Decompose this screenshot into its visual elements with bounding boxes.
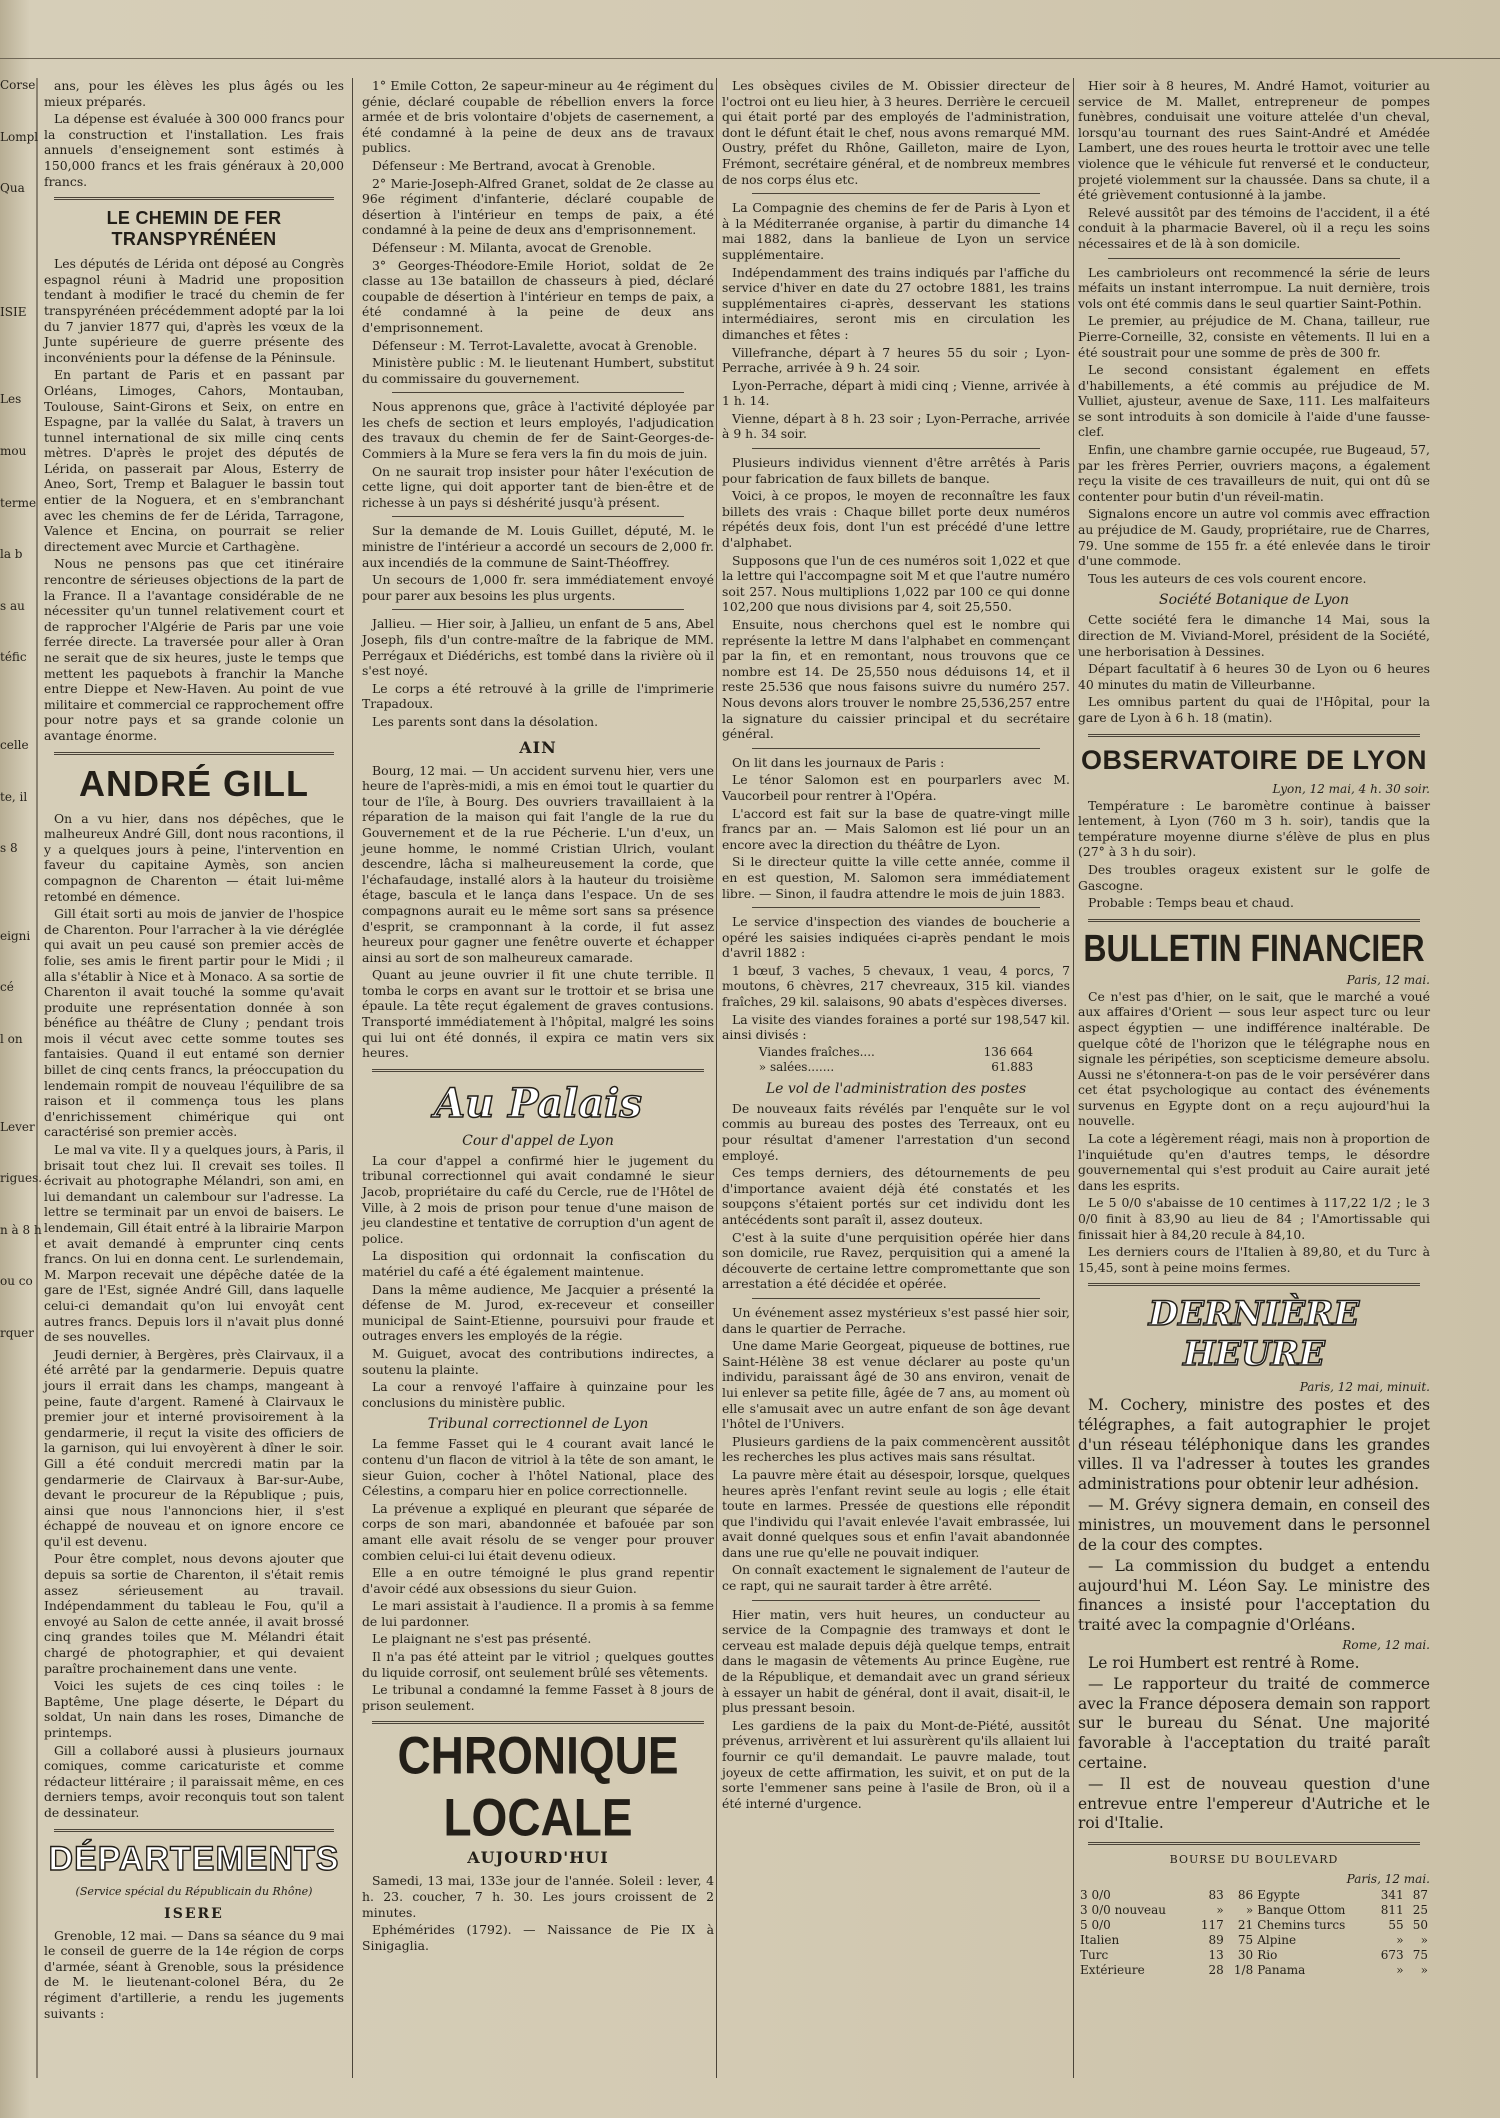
divider [392,392,684,393]
edge-fragment: s au [0,598,25,613]
paragraph: Des troubles orageux existent sur le golfe de Gascogne. [1078,861,1430,893]
paragraph: Bourg, 12 mai. — Un accident survenu hier, vers une heure de l'après-midi, a mis en émoi tout le quartier du tour de l'île, à Bourg. Des ouvriers travaillaient à la réparation de la maison qui fait l'angle de la rue du Gouvernement et de la rue Pécherie. L'un d'eux, un jeune homme, le nommé Cristian Ulrich, voulant descendre, lâcha si malheureusement la corde, que l'échafaudage, installé alors à la hauteur du troisième étage, bascula et le lança dans l'espace. Un de ses compagnons aurait eu le même sort sans sa présence d'esprit, se cramponnant à la corde, il fut assez heureux pour gagner une fenêtre ouverte et échapper ainsi au sort de son malheureux camarade. [362,762,714,965]
jugements-article [362,78,714,386]
chemin-article [44,256,344,743]
paragraph: Le corps a été retrouvé à la grille de l'imprimerie Trapadoux. [362,680,714,712]
observatoire-heading: OBSERVATOIRE DE LYON [1080,744,1428,775]
paragraph: Température : Le baromètre continue à baisser lentement, à Lyon (760 m 3 h. soir), tandis que la température moyenne diurne s'élève de plus en plus (27° à 3 h du soir). [1078,797,1430,860]
vol-article [722,1101,1070,1292]
tribunal-heading: Tribunal correctionnel de Lyon [427,1416,649,1433]
derniere-heure-date: Paris, 12 mai, minuit. [1299,1380,1430,1395]
paragraph: — Le rapporteur du traité de commerce avec la France déposera demain son rapport sur le bureau du Sénat. Une majorité favorable à l'acceptation du traité paraît certaine. [1078,1675,1430,1772]
table-cell: 87 [1412,1887,1428,1902]
table-cell: Egypte [1257,1887,1301,1902]
table-cell: Viandes fraîches.... [758,1044,875,1059]
paragraph: La dépense est évaluée à 300 000 francs pour la construction et l'installation. Les frais annuels d'enseignement sont estimés à 150,000 francs et les frais généraux à 20,000 francs. [44,111,344,189]
cambrioleurs-article [1078,265,1430,587]
eugene-article [722,1607,1070,1812]
table-cell: 86 [1237,1887,1254,1902]
table-cell: Extérieure [1080,1962,1145,1977]
paragraph: Les omnibus partent du quai de l'Hôpital, pour la gare de Lyon à 6 h. 18 (matin). [1078,694,1430,725]
paragraph: Vienne, départ à 8 h. 23 soir ; Lyon-Perrache, arrivée à 9 h. 34 soir. [722,410,1070,442]
paragraph: Une dame Marie Georgeat, piqueuse de bottines, rue Saint-Hélène 38 est venue déclarer au poste qu'un individu, paraissant âgé de 30 ans environ, venait de lui enlever sa petite fille, âgée de 7 ans, au moment où elle s'amusait avec un autre enfant de son âge devant l'hôtel de l'Univers. [722,1338,1070,1432]
paragraph: 3° Georges-Théodore-Emile Horiot, soldat de 2e classe au 13e bataillon de chasseurs à pied, déclaré coupable de désertion à l'intérieur en temps de paix, a été condamné à la peine de deux ans d'emprisonnement. [362,257,714,335]
table-cell: Banque Ottom [1257,1902,1346,1917]
edge-fragment: Les [0,392,22,407]
paragraph: Un secours de 1,000 fr. sera immédiatement envoyé pour parer aux besoins les plus urgents. [362,572,714,603]
gill-heading: ANDRÉ GILL [79,762,309,804]
column-rule [1073,78,1074,2078]
paragraph: Le mari assistait à l'audience. Il a promis à sa femme de lui pardonner. [362,1598,714,1629]
obsissier-article [722,78,1070,187]
paragraph: Le tribunal a condamné la femme Fasset à 8 jours de prison seulement. [362,1682,714,1713]
on-lit-line: On lit dans les journaux de Paris : [732,754,945,770]
paragraph: Plusieurs individus viennent d'être arrêtés à Paris pour fabrication de faux billets de banque. [722,455,1070,486]
paragraph: Hier soir à 8 heures, M. André Hamot, voiturier au service de M. Mallet, entrepreneur de pompes funèbres, conduisait une voiture attelée d'un cheval, lorsqu'au tournant des rues Saint-André et Amédée Lambert, une des roues heurta le trottoir avec une telle violence que le véhicule fut renversé et le conducteur, projeté violemment sur la chaussée. Dans sa chute, il a été grièvement contusionné à la jambe. [1078,78,1430,203]
bulletin-date: Paris, 12 mai. [1346,972,1430,987]
table-cell: 75 [1412,1947,1428,1962]
paragraph: Les gardiens de la paix du Mont-de-Piété, aussitôt prévenus, arrivèrent et lui assurèrent qu'ils allaient lui fournir ce qu'il demandait. Le pauvre malade, tout joyeux de cette affirmation, les suivit, et on put de la sorte l'emmener sans peine à l'asile de Bron, où il a été interné d'urgence. [722,1717,1070,1811]
hamot-article [1078,78,1430,252]
paragraph: La cour d'appel a confirmé hier le jugement du tribunal correctionnel qui avait condamné le sieur Jacob, propriétaire du café du Cercle, rue de l'Hôtel de Ville, à 2 mois de prison pour tenue d'une maison de jeu clandestine et tentative de corruption d'un agent de police. [362,1152,714,1246]
table-cell: 21 [1237,1917,1254,1932]
paragraph: La cour a renvoyé l'affaire à quinzaine pour les conclusions du ministère public. [362,1379,714,1410]
departements-subtitle: (Service spécial du Républicain du Rhône) [75,1884,313,1898]
salomon-article [722,772,1070,901]
paragraph: 1 bœuf, 3 vaches, 5 chevaux, 1 veau, 4 porcs, 7 moutons, 6 chèvres, 217 chevreaux, 315 kil. viandes fraîches, 29 kil. salaisons, 90 abats d'espèces diverses. [722,962,1070,1010]
aujourdhui-heading: AUJOURD'HUI [467,1848,609,1868]
paragraph: Relevé aussitôt par des témoins de l'accident, il a été conduit à la pharmacie Baverel, où il a reçu les soins nécessaires et de là à son domicile. [1078,204,1430,251]
table-row [757,1045,1035,1060]
divider [752,448,1040,449]
table-cell: 5 0/0 [1080,1917,1111,1932]
ain-heading: AIN [519,737,557,757]
paragraph: 1° Emile Cotton, 2e sapeur-mineur au 4e régiment du génie, déclaré coupable de rébellion envers la force armée et de bris volontaire d'objets de casernement, a été condamné à la peine de deux ans de travaux publics. [362,78,714,156]
edge-fragment: te, il [0,789,28,804]
column-rule [716,78,717,2078]
guillet-article [362,523,714,603]
table-cell: » [1420,1932,1428,1947]
divider [372,1069,704,1072]
bourse-heading: BOURSE DU BOULEVARD [1169,1852,1339,1866]
table-cell: Rio [1257,1947,1278,1962]
divider [392,516,684,517]
divider [752,748,1040,749]
edge-fragment: l on [0,1031,23,1046]
table-row [1078,1963,1430,1978]
edge-fragment: Corse [0,78,36,92]
derniere-heure-heading: DERNIÈRE HEURE [1148,1294,1360,1375]
intro-article [44,78,344,189]
derniere-heure-article [1078,1396,1430,1635]
paragraph: Le ténor Salomon est en pourparlers avec M. Vaucorbeil pour rentrer à l'Opéra. [722,772,1070,803]
divider [752,193,1040,194]
paragraph: Défenseur : M. Terrot-Lavalette, avocat à Grenoble. [372,337,698,353]
rome-date: Rome, 12 mai. [1342,1637,1430,1652]
paragraph: Nous apprenons que, grâce à l'activité déployée par les chefs de section et leurs employés, l'adjudication des travaux du chemin de fer de Saint-Georges-de-Commiers à la Mure se fera vers la fin du mois de juin. [362,399,714,462]
table-cell: 30 [1237,1947,1254,1962]
divider [752,1298,1040,1299]
paragraph: Villefranche, départ à 7 heures 55 du soir ; Lyon-Perrache, arrivée à 9 h. 24 soir. [722,344,1070,376]
edge-fragment: terme [0,495,37,510]
isere-article [44,1928,344,2022]
paragraph: Gill était sorti au mois de janvier de l'hospice de Charenton. Pour l'arracher à la vie déréglée qui avait un peu causé son premier accès de folie, ses amis le firent partir pour le Midi ; il alla s'établir à Nice et à Monaco. A sa sortie de Charenton il avait touché la somme qu'avait produite une représentation donnée à son bénéfice au théâtre de Cluny ; pendant trois mois il vécut avec cette somme toutes ses fantaisies. Quand il eut entamé son dernier billet de cinq cents francs, la préoccupation du lendemain rompit de nouveau l'équilibre de sa raison et il commença tous les plans d'enrichissement chimérique qui ont caractérisé son premier accès. [44,906,344,1140]
table-row [1078,1933,1430,1948]
paragraph: Si le directeur quitte la ville cette année, comme il en est question, M. Salomon sera immédiatement libre. — Sinon, il faudra attendre le mois de juin 1883. [722,854,1070,901]
paragraph: Les obsèques civiles de M. Obissier directeur de l'octroi ont eu lieu hier, à 3 heures. Derrière le cercueil qui était porté par des employés de l'administration, dont le défunt était le chef, nous avons remarqué MM. Oustry, préfet du Rhône, Gailleton, maire de Lyon, Frémont, secrétaire général, et de nombreux membres de nos corps élus etc. [722,78,1070,187]
paragraph: Voici, à ce propos, le moyen de reconnaître les faux billets des vrais : Chaque billet porte deux numéros répétés deux fois, dont l'un est précédé d'une lettre d'alphabet. [722,488,1070,551]
table-cell: 3 0/0 [1080,1887,1111,1902]
bourse-date: Paris, 12 mai. [1346,1871,1430,1886]
paragraph: On ne saurait trop insister pour hâter l'exécution de cette ligne, qui doit apporter tant de bien-être et de richesse à un pays si déshérité jusqu'à présent. [362,463,714,510]
column-rule [352,78,353,2078]
table-cell: 13 [1208,1947,1224,1962]
paragraph: Ministère public : M. le lieutenant Humbert, substitut du commissaire du gouvernement. [362,355,714,386]
ain-article [362,763,714,1061]
edge-fragment: rquer [0,1325,34,1340]
paragraph: Ephémérides (1792). — Naissance de Pie IX à Sinigaglia. [362,1922,714,1953]
botanique-article [1078,612,1430,725]
paragraph: Dans la même audience, Me Jacquier a présenté la défense de M. Jurod, ex-receveur et conseiller municipal de Saint-Etienne, poursuivi pour fraude et outrages envers les employés de la régie. [362,1281,714,1344]
table-cell: 50 [1412,1917,1428,1932]
palais-heading: Au Palais [434,1079,642,1127]
paragraph: La femme Fasset qui le 4 courant avait lancé le contenu d'un flacon de vitriol à la tête de son amant, le sieur Guion, cocher à l'hôtel National, place des Célestins, a comparu hier en police correctionnelle. [362,1436,714,1499]
paragraph: Cette société fera le dimanche 14 Mai, sous la direction de M. Viviand-Morel, président de la Société, une herborisation à Dessines. [1078,612,1430,659]
table-cell: 89 [1208,1932,1224,1947]
paragraph: Les députés de Lérida ont déposé au Congrès espagnol réuni à Madrid une proposition tendant à modifier le tracé du chemin de fer transpyrénéen précédemment adopté par la loi du 7 janvier 1877 qui, d'après les vœux de la Junte supérieure de guerre présente des inconvénients pour la défense de la Péninsule. [44,256,344,365]
paragraph: Le second consistant également en effets d'habillements, a été commis au préjudice de M. Vulliet, ajusteur, avenue de Saxe, 111. Les malfaiteurs se sont introduits à son domicile à l'aide d'une fausse-clef. [1078,362,1430,440]
column-2 [362,78,714,2078]
paragraph: En partant de Paris et en passant par Orléans, Limoges, Cahors, Montauban, Toulouse, Saint-Girons et Seix, on entre en Espagne, par la vallée du Salat, à travers un tunnel international de six mille cinq cents mètres. D'après le projet des députés de Lérida, on passerait par Alous, Esterry de Aneo, Sort, Tremp et Balaguer le bassin tout entier de la Noguera, et en s'embranchant avec les chemins de fer de Lérida, Tarragone, Valence et Encina, on pourrait se relier directement avec Murcie et Carthagène. [44,367,344,554]
paragraph: ans, pour les élèves les plus âgés ou les mieux préparés. [44,78,344,109]
paragraph: La visite des viandes foraines a porté sur 198,547 kil. ainsi divisés : [722,1011,1070,1043]
paragraph: Jallieu. — Hier soir, à Jallieu, un enfant de 5 ans, Abel Joseph, fils d'un contre-maître de la fabrique de MM. Perrégaux et Diédérichs, est tombé dans la rivière où il s'est noyé. [362,616,714,679]
table-cell: » [1396,1962,1404,1977]
table-cell: 1/8 [1233,1962,1254,1977]
paragraph: — Il est de nouveau question d'une entrevue entre l'empereur d'Autriche et le roi d'Italie. [1078,1775,1430,1833]
paragraph: Départ facultatif à 6 heures 30 de Lyon ou 6 heures 40 minutes du matin de Villeurbanne. [1078,661,1430,692]
table-cell: » salées....... [758,1059,835,1074]
aujourdhui-article [362,1873,714,1953]
paragraph: Ces temps derniers, des détournements de peu d'importance avaient déjà été constatés et les soupçons s'étaient portés sur cet individu dont les antécédents sont paraît il, assez douteux. [722,1165,1070,1227]
paragraph: La cote a légèrement réagi, mais non à proportion de l'inquiétude qu'en d'autres temps, le désordre gouvernemental qui s'est produit au Caire aurait jeté dans les esprits. [1078,1131,1430,1193]
previous-page-edge [0,78,43,2078]
column-4 [1078,78,1430,2078]
cour-heading: Cour d'appel de Lyon [462,1132,614,1149]
paragraph: Le mal va vite. Il y a quelques jours, à Paris, il brisait tout chez lui. Il crevait ses toiles. Il écrivait au photographe Mélandri, son ami, en lui demandant un calembour sur l'adresse. La lettre se terminait par un envoi de baisers. Le lendemain, Gill était entré à la librairie Marpon et avait demandé à emprunter cinq cents francs. On lui en donna cent. Le surlendemain, M. Marpon recevait une dépêche datée de la gare de l'Est, signée André Gill, dans laquelle celui-ci demandait qu'on lui envoyât cent autres francs. Depuis lors il n'avait plus donné de ses nouvelles. [44,1142,344,1345]
edge-fragment: téfic [0,650,27,665]
table-cell: 3 0/0 nouveau [1080,1902,1167,1917]
paragraph: Lyon-Perrache, départ à midi cinq ; Vienne, arrivée à 1 h. 14. [722,377,1070,409]
vol-heading: Le vol de l'administration des postes [765,1080,1027,1097]
paragraph: Voici les sujets de ces cinq toiles : le Baptême, Une plage déserte, le Départ du soldat, Un nain dans les roses, Dimanche de printemps. [44,1678,344,1740]
paragraph: La disposition qui ordonnait la confiscation du matériel du café a été également maintenue. [362,1248,714,1279]
perrache-article [722,1305,1070,1594]
paragraph: — M. Grévy signera demain, en conseil des ministres, un mouvement dans le personnel de la cour des comptes. [1078,1496,1430,1554]
gill-article [44,811,344,1821]
divider [1088,1842,1420,1845]
table-row [1078,1903,1430,1918]
paragraph: Gill a collaboré aussi à plusieurs journaux comiques, comme caricaturiste et comme rédacteur littéraire ; il paraissait même, en ces derniers temps, avoir reconquis tout son talent de dessinateur. [44,1742,344,1820]
divider [1108,258,1400,259]
table-cell: 136 664 [983,1044,1034,1059]
paragraph: 2° Marie-Joseph-Alfred Granet, soldat de 2e classe au 96e régiment d'infanterie, déclaré coupable de désertion à l'intérieur en temps de paix, a été condamné à la peine de deux ans d'emprisonnement. [362,175,714,238]
rome-article [1078,1654,1430,1834]
paragraph: Indépendamment des trains indiqués par l'affiche du service d'hiver en date du 27 octobre 1881, les trains supplémentaires ci-après, desservant les stations intermédiaires, seront mis en circulation les dimanches et fêtes : [722,264,1070,342]
paragraph: Supposons que l'un de ces numéros soit 1,022 et que la lettre qui l'accompagne soit M et que l'autre numéro soit 257. Nous multiplions 1,022 par 100 ce qui donne 102,200 que nous divisions par 4, soit 25,550. [722,552,1070,615]
table-cell: Turc [1080,1947,1109,1962]
table-cell: Alpine [1257,1932,1297,1947]
chronique-heading: CHRONIQUE LOCALE [397,1725,679,1848]
paragraph: L'accord est fait sur la base de quatre-vingt mille francs par an. — Mais Salomon est lié pour un an encore avec la direction du théâtre de Lyon. [722,805,1070,852]
paragraph: Tous les auteurs de ces vols courent encore. [1088,570,1367,586]
divider [392,609,684,610]
table-cell: Panama [1257,1962,1306,1977]
edge-fragment: Qua [0,181,25,196]
table-cell: 28 [1208,1962,1224,1977]
top-edge-line [0,58,1500,59]
edge-fragment: mou [0,443,27,458]
edge-fragment: ISIE [0,304,27,319]
mure-article [362,399,714,510]
table-row [1078,1888,1430,1903]
paragraph: Plusieurs gardiens de la paix commencèrent aussitôt les recherches les plus actives mais sans résultat. [722,1433,1070,1465]
paragraph: Il n'a pas été atteint par le vitriol ; quelques gouttes du liquide corrosif, ont seulement brûlé ses vêtements. [362,1649,714,1680]
edge-fragment: Lompl [0,129,39,144]
paragraph: Samedi, 13 mai, 133e jour de l'année. Soleil : lever, 4 h. 23. coucher, 7 h. 30. Les jours croissent de 2 minutes. [362,1873,714,1920]
table-cell: » [1216,1902,1224,1917]
billets-article [722,455,1070,742]
chemin-heading: LE CHEMIN DE FER TRANSPYRÉNÉEN [106,208,282,250]
table-cell: 117 [1200,1917,1224,1932]
jallieu-article [362,616,714,729]
paragraph: M. Guiguet, avocat des contributions indirectes, a soutenu la plainte. [362,1345,714,1377]
edge-fragment: rigues. [0,1171,43,1186]
table-cell: Chemins turcs [1257,1917,1346,1932]
paragraph: Le 5 0/0 s'abaisse de 10 centimes à 117,22 1/2 ; le 3 0/0 finit à 83,90 au lieu de 84 ; l'Amortissable qui finissait hier à 84,20 recule à 84,10. [1078,1195,1430,1242]
divider [54,752,334,755]
paragraph: Les derniers cours de l'Italien à 89,80, et du Turc à 15,45, sont à peine moins fermes. [1078,1244,1430,1275]
paragraph: On a vu hier, dans nos dépêches, que le malheureux André Gill, dont nous racontions, il y a quelques jours à peine, l'intervention en faveur du capitaine Aymès, son ancien compagnon de Charenton — était lui-même retombé en démence. [44,810,344,904]
plm-article [722,200,1070,442]
table-cell: » [1396,1932,1404,1947]
paragraph: Enfin, une chambre garnie occupée, rue Bugeaud, 57, par les frères Perrier, ouvriers maçons, a également reçu la visite de ces travailleurs de nuit, qui ont dû se contenter pour butin d'un réveil-matin. [1078,442,1430,504]
paragraph: Probable : Temps beau et chaud. [1088,895,1294,911]
paragraph: Les parents sont dans la désolation. [372,713,599,729]
table-row [757,1060,1035,1075]
table-cell: 341 [1380,1887,1404,1902]
edge-fragment: cé [0,980,14,995]
paragraph: Quant au jeune ouvrier il fit une chute terrible. Il tomba le corps en avant sur le trottoir et se brisa une épaule. La tête reçut également de graves contusions. Transporté immédiatement à l'hôpital, malgré les soins qui lui ont été donnés, il expira ce matin vers six heures. [362,967,714,1061]
paragraph: — La commission du budget a entendu aujourd'hui M. Léon Say. Le ministre des finances a insisté pour l'acceptation du traité avec la compagnie d'Orléans. [1078,1557,1430,1634]
paragraph: Défenseur : M. Milanta, avocat de Grenoble. [372,239,652,255]
paragraph: Un événement assez mystérieux s'est passé hier soir, dans le quartier de Perrache. [722,1304,1070,1336]
paragraph: Nous ne pensons pas que cet itinéraire rencontre de sérieuses objections de la part de la France. Il a l'avantage considérable de ne nécessiter qu'un tunnel relativement court et de rapprocher l'Algérie de Paris par une voie ferrée directe. La traversée pour aller à Oran ne serait que de six heures, juste le temps que mettent les paquebots à franchir la Manche entre Dieppe et New-Haven. Au point de vue militaire et commercial ce rapprochement offre pour notre pays et sa grande colonie un avantage énorme. [44,556,344,743]
paragraph: M. Cochery, ministre des postes et des télégraphes, a fait autographier le projet d'un réseau téléphonique dans les grandes villes. Il va l'adresser à toutes les grandes administrations pour obtenir leur adhésion. [1078,1396,1430,1493]
paragraph: Pour être complet, nous devons ajouter que depuis sa sortie de Charenton, il s'était remis assez sérieusement au travail. Indépendamment du tableau le Fou, qu'il a envoyé au Salon de cette année, il avait brossé cinq grandes toiles que M. Mélandri était chargé de photographier, et qui devaient paraître prochainement dans une vente. [44,1551,344,1676]
paragraph: Les cambrioleurs ont recommencé la série de leurs méfaits un instant interrompue. La nuit dernière, trois vols ont été commis dans le seul quartier Saint-Pothin. [1078,264,1430,311]
table-cell: 811 [1380,1902,1404,1917]
divider [1088,1283,1420,1286]
paragraph: Le roi Humbert est rentré à Rome. [1088,1653,1360,1672]
edge-fragment: s 8 [0,841,18,856]
paragraph: Le service d'inspection des viandes de boucherie a opéré les saisies indiquées ci-après pendant le mois d'avril 1882 : [722,914,1070,961]
cour-article [362,1153,714,1411]
column-1 [44,78,344,2078]
paragraph: Sur la demande de M. Louis Guillet, député, M. le ministre de l'intérieur a accordé un secours de 2,000 fr. aux incendiés de la commune de Saint-Théoffrey. [362,523,714,570]
paragraph: Jeudi dernier, à Bergères, près Clairvaux, il a été arrêté par la gendarmerie. Depuis quatre jours il errait dans les champs, mangeant à peine, faute d'argent. Ramené à Clairvaux le premier jour et interné provisoirement à la gendarmerie, il reçut la visite des officiers de la garnison, qui lui envoyèrent à dîner le soir. Gill a été conduit mercredi matin par la gendarmerie de Clairvaux à Bar-sur-Aube, devant le procureur de la République ; puis, ainsi que nous l'annoncions hier, il s'est échappé de nouveau et on ignore encore ce qu'il est devenu. [44,1346,344,1549]
divider [54,1829,334,1832]
botanique-heading: Société Botanique de Lyon [1159,592,1349,609]
edge-fragment: ou co [0,1274,33,1289]
departements-heading: DÉPARTEMENTS [48,1839,340,1878]
observatoire-article [1078,798,1430,911]
tribunal-article [362,1436,714,1713]
edge-fragment: la b [0,547,23,562]
paragraph: Le plaignant ne s'est pas présenté. [372,1631,592,1647]
paragraph: C'est à la suite d'une perquisition opérée hier dans son domicile, rue Ravez, perquisition qui a amené la découverte de certaine lettre compromettante que son arrestation a été décidée et opérée. [722,1229,1070,1292]
paragraph: La Compagnie des chemins de fer de Paris à Lyon et à la Méditerranée organise, à partir du dimanche 14 mai 1882, dans la banlieue de Lyon un service supplémentaire. [722,200,1070,262]
table-cell: 61.883 [991,1059,1034,1074]
edge-fragment: Lever [0,1119,35,1134]
bulletin-heading: BULLETIN FINANCIER [1083,926,1425,970]
divider [752,907,1040,908]
edge-fragment: n à 8 h [0,1222,42,1237]
viandes-table [757,1045,1035,1075]
edge-fragment: celle [0,737,29,752]
paragraph: Ensuite, nous cherchons quel est le nombre qui représente la lettre M dans l'alphabet en commençant par la fin, et en remontant, nous trouvons que ce nombre est 14. De 25,550 nous déduisons 14, et il reste 25.536 que nous faisons suivre du numéro 257. Nous devons alors trouver le nombre 25,536,257 entre la signature du caissier principal et du secrétaire général. [722,617,1070,742]
divider [1088,734,1420,737]
divider [752,1600,1040,1601]
bourse-table [1078,1888,1430,1978]
bulletin-article [1078,989,1430,1276]
paragraph: On connaît exactement le signalement de l'auteur de ce rapt, qui ne saurait tarder à être arrêté. [722,1562,1070,1594]
column-3 [722,78,1070,2078]
paragraph: Elle a en outre témoigné le plus grand repentir d'avoir cédé aux obsessions du sieur Guion. [362,1565,714,1596]
paragraph: Grenoble, 12 mai. — Dans sa séance du 9 mai le conseil de guerre de la 14e région de corps d'armée, séant à Grenoble, sous la présidence de M. le lieutenant-colonel Béra, du 2e régiment d'artillerie, a rendu les jugements suivants : [44,1927,344,2021]
divider [1088,919,1420,922]
divider [54,197,334,200]
table-row [1078,1918,1430,1933]
table-cell: Italien [1080,1932,1120,1947]
isere-heading: ISERE [164,1905,224,1922]
edge-fragment: eigni [0,928,31,943]
table-cell: 25 [1412,1902,1428,1917]
paragraph: De nouveaux faits révélés par l'enquête sur le vol commis au bureau des postes des Terreaux, ont eu pour résultat d'amener l'arrestation d'un second employé. [722,1100,1070,1163]
observatoire-date: Lyon, 12 mai, 4 h. 30 soir. [1272,781,1430,796]
paragraph: Hier matin, vers huit heures, un conducteur au service de la Compagnie des tramways et dont le cerveau est malade depuis déjà quelque temps, entrait dans le magasin de vêtements Au prince Eugène, rue de la République, et demandait avec un grand sérieux à essayer un habit de général, dont il avait, disait-il, le plus pressant besoin. [722,1606,1070,1716]
table-row [1078,1948,1430,1963]
table-cell: 673 [1380,1947,1404,1962]
table-cell: 55 [1388,1917,1404,1932]
paragraph: Signalons encore un autre vol commis avec effraction au préjudice de M. Gaudy, propriétaire, rue de Charres, 79. Une somme de 155 fr. a été enlevée dans le tiroir d'une commode. [1078,506,1430,569]
paragraph: Défenseur : Me Bertrand, avocat à Grenoble. [372,157,656,173]
paragraph: Ce n'est pas d'hier, on le sait, que le marché a voué aux affaires d'Orient — sous leur aspect turc ou leur aspect égyptien — une indifférence inaltérable. De quelque côté de l'horizon que le télégraphe nous en signale les péripéties, son scepticisme demeure absolu. Aussi ne s'étonnera-t-on pas de le voir persévérer dans cet état psychologique au contact des événements survenus en Egypte dont on a reçu aujourd'hui la nouvelle. [1078,988,1430,1129]
paragraph: Le premier, au préjudice de M. Chana, tailleur, rue Pierre-Corneille, 32, consiste en vêtements. Il lui en a été soustrait pour une somme de près de 300 fr. [1078,313,1430,360]
table-cell: 83 [1208,1887,1224,1902]
viandes-article [722,914,1070,1043]
table-cell: » [1245,1902,1254,1917]
table-cell: » [1420,1962,1428,1977]
table-cell: 75 [1237,1932,1254,1947]
paragraph: La prévenue a expliqué en pleurant que séparée de corps de son mari, abandonnée et bafouée par son amant elle avait résolu de se venger pour prouver combien celui-ci lui était devenu odieux. [362,1500,714,1563]
paragraph: La pauvre mère était au désespoir, lorsque, quelques heures après l'enfant revint seule au logis ; elle était toute en larmes. Pressée de questions elle répondit que l'individu qui l'avait enlevée l'avait embrassée, lui avait donné quelques sous et enfin l'avait abandonnée dans une rue qu'elle ne pouvait indiquer. [722,1466,1070,1560]
